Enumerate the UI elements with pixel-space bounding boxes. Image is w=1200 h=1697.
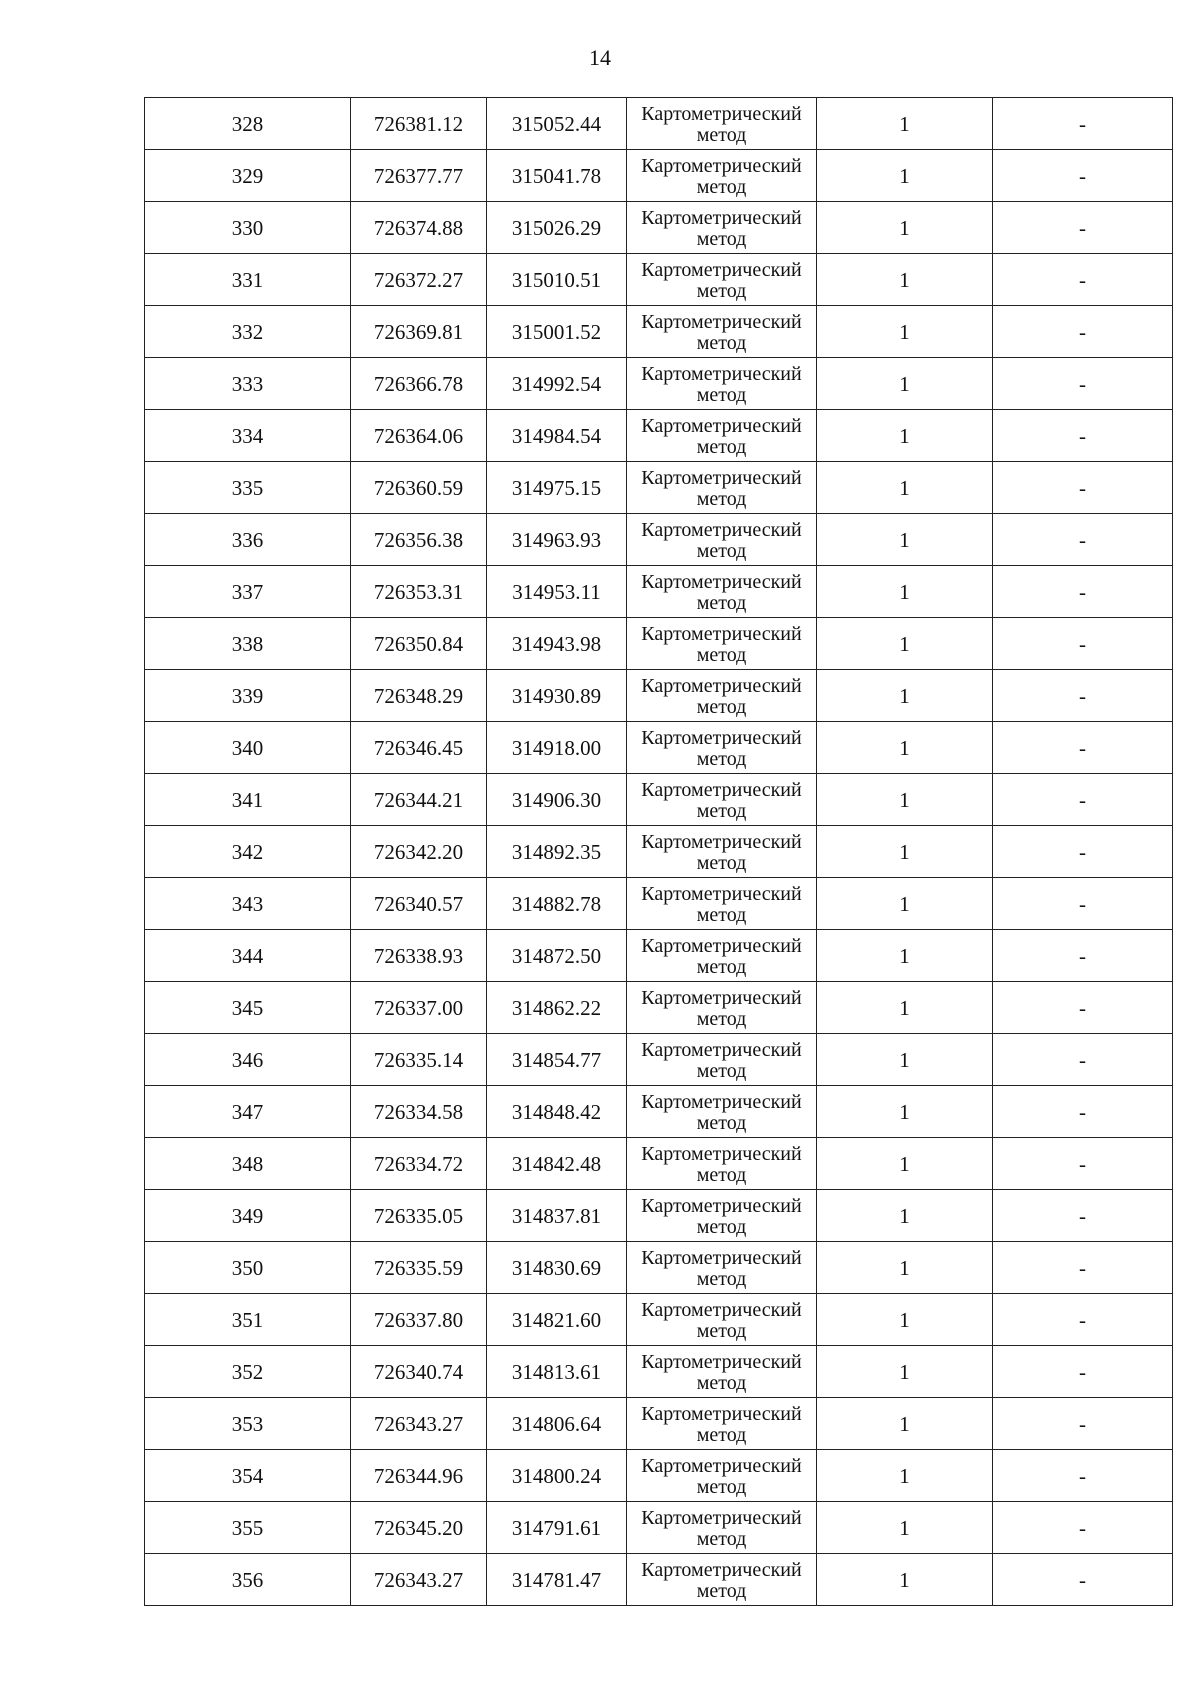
point-number-cell: 329	[145, 150, 351, 202]
y-coordinate-cell: 314892.35	[487, 826, 627, 878]
x-coordinate-cell: 726350.84	[351, 618, 487, 670]
y-coordinate-cell: 315041.78	[487, 150, 627, 202]
x-coordinate-cell: 726340.74	[351, 1346, 487, 1398]
y-coordinate-cell: 315052.44	[487, 98, 627, 150]
method-line-1: Картометрический	[641, 1506, 802, 1529]
method-line-1: Картометрический	[641, 154, 802, 177]
accuracy-cell: 1	[817, 1294, 993, 1346]
table-row	[145, 1034, 1173, 1086]
x-coordinate-cell: 726335.59	[351, 1242, 487, 1294]
table-row	[145, 1190, 1173, 1242]
y-coordinate-cell: 314848.42	[487, 1086, 627, 1138]
method-line-1: Картометрический	[641, 1558, 802, 1581]
method-line-2: метод	[696, 539, 747, 562]
note-cell: -	[993, 150, 1173, 202]
point-number-cell: 343	[145, 878, 351, 930]
y-coordinate-cell: 314930.89	[487, 670, 627, 722]
y-coordinate-cell: 314854.77	[487, 1034, 627, 1086]
method-line-1: Картометрический	[641, 466, 802, 489]
method-cell	[627, 1086, 817, 1138]
method-cell	[627, 722, 817, 774]
point-number-cell: 335	[145, 462, 351, 514]
method-line-2: метод	[696, 123, 747, 146]
accuracy-cell: 1	[817, 1086, 993, 1138]
method-line-2: метод	[696, 695, 747, 718]
y-coordinate-cell: 314906.30	[487, 774, 627, 826]
note-cell: -	[993, 722, 1173, 774]
method-cell	[627, 1502, 817, 1554]
method-cell	[627, 826, 817, 878]
point-number-cell: 346	[145, 1034, 351, 1086]
x-coordinate-cell: 726364.06	[351, 410, 487, 462]
point-number-cell: 351	[145, 1294, 351, 1346]
accuracy-cell: 1	[817, 670, 993, 722]
method-cell	[627, 1294, 817, 1346]
note-cell: -	[993, 1346, 1173, 1398]
accuracy-cell: 1	[817, 1346, 993, 1398]
point-number-cell: 347	[145, 1086, 351, 1138]
table-row	[145, 98, 1173, 150]
accuracy-cell: 1	[817, 1190, 993, 1242]
table-body	[145, 98, 1173, 1606]
y-coordinate-cell: 314791.61	[487, 1502, 627, 1554]
point-number-cell: 334	[145, 410, 351, 462]
method-cell	[627, 878, 817, 930]
note-cell: -	[993, 774, 1173, 826]
method-line-1: Картометрический	[641, 258, 802, 281]
point-number-cell: 337	[145, 566, 351, 618]
x-coordinate-cell: 726369.81	[351, 306, 487, 358]
table-row	[145, 410, 1173, 462]
accuracy-cell: 1	[817, 982, 993, 1034]
method-line-2: метод	[696, 903, 747, 926]
accuracy-cell: 1	[817, 514, 993, 566]
accuracy-cell: 1	[817, 566, 993, 618]
accuracy-cell: 1	[817, 254, 993, 306]
method-line-2: метод	[696, 383, 747, 406]
method-line-1: Картометрический	[641, 570, 802, 593]
method-line-1: Картометрический	[641, 1194, 802, 1217]
note-cell: -	[993, 410, 1173, 462]
method-cell	[627, 410, 817, 462]
method-line-1: Картометрический	[641, 1038, 802, 1061]
table-row	[145, 618, 1173, 670]
table-row	[145, 306, 1173, 358]
method-line-1: Картометрический	[641, 1350, 802, 1373]
note-cell: -	[993, 1242, 1173, 1294]
note-cell: -	[993, 1086, 1173, 1138]
x-coordinate-cell: 726356.38	[351, 514, 487, 566]
point-number-cell: 338	[145, 618, 351, 670]
y-coordinate-cell: 314806.64	[487, 1398, 627, 1450]
accuracy-cell: 1	[817, 1502, 993, 1554]
note-cell: -	[993, 566, 1173, 618]
y-coordinate-cell: 314918.00	[487, 722, 627, 774]
method-cell	[627, 982, 817, 1034]
table-row	[145, 150, 1173, 202]
method-line-2: метод	[696, 487, 747, 510]
table-row	[145, 358, 1173, 410]
point-number-cell: 344	[145, 930, 351, 982]
accuracy-cell: 1	[817, 1398, 993, 1450]
x-coordinate-cell: 726346.45	[351, 722, 487, 774]
method-cell	[627, 254, 817, 306]
method-cell	[627, 618, 817, 670]
method-cell	[627, 514, 817, 566]
table-row	[145, 982, 1173, 1034]
accuracy-cell: 1	[817, 150, 993, 202]
x-coordinate-cell: 726348.29	[351, 670, 487, 722]
x-coordinate-cell: 726343.27	[351, 1554, 487, 1606]
note-cell: -	[993, 202, 1173, 254]
method-line-2: метод	[696, 1423, 747, 1446]
note-cell: -	[993, 982, 1173, 1034]
method-line-1: Картометрический	[641, 778, 802, 801]
table-row	[145, 826, 1173, 878]
method-line-2: метод	[696, 1059, 747, 1082]
note-cell: -	[993, 1450, 1173, 1502]
x-coordinate-cell: 726360.59	[351, 462, 487, 514]
method-cell	[627, 150, 817, 202]
note-cell: -	[993, 1502, 1173, 1554]
note-cell: -	[993, 254, 1173, 306]
method-cell	[627, 774, 817, 826]
point-number-cell: 350	[145, 1242, 351, 1294]
point-number-cell: 330	[145, 202, 351, 254]
table-row	[145, 1138, 1173, 1190]
table-row	[145, 930, 1173, 982]
x-coordinate-cell: 726345.20	[351, 1502, 487, 1554]
method-cell	[627, 462, 817, 514]
method-line-2: метод	[696, 1215, 747, 1238]
y-coordinate-cell: 314953.11	[487, 566, 627, 618]
note-cell: -	[993, 618, 1173, 670]
point-number-cell: 341	[145, 774, 351, 826]
accuracy-cell: 1	[817, 1242, 993, 1294]
method-line-1: Картометрический	[641, 934, 802, 957]
accuracy-cell: 1	[817, 878, 993, 930]
table-row	[145, 1502, 1173, 1554]
method-line-2: метод	[696, 175, 747, 198]
method-line-2: метод	[696, 851, 747, 874]
method-line-2: метод	[696, 643, 747, 666]
method-line-2: метод	[696, 1007, 747, 1030]
method-line-2: метод	[696, 1371, 747, 1394]
method-line-1: Картометрический	[641, 310, 802, 333]
table-row	[145, 514, 1173, 566]
point-number-cell: 352	[145, 1346, 351, 1398]
table-row	[145, 670, 1173, 722]
method-line-2: метод	[696, 1163, 747, 1186]
method-line-1: Картометрический	[641, 518, 802, 541]
y-coordinate-cell: 314882.78	[487, 878, 627, 930]
method-line-2: метод	[696, 279, 747, 302]
table-row	[145, 202, 1173, 254]
x-coordinate-cell: 726353.31	[351, 566, 487, 618]
y-coordinate-cell: 314984.54	[487, 410, 627, 462]
note-cell: -	[993, 358, 1173, 410]
accuracy-cell: 1	[817, 1450, 993, 1502]
accuracy-cell: 1	[817, 930, 993, 982]
point-number-cell: 353	[145, 1398, 351, 1450]
note-cell: -	[993, 930, 1173, 982]
method-cell	[627, 1138, 817, 1190]
method-line-2: метод	[696, 227, 747, 250]
method-line-2: метод	[696, 435, 747, 458]
accuracy-cell: 1	[817, 1554, 993, 1606]
x-coordinate-cell: 726337.00	[351, 982, 487, 1034]
table-row	[145, 566, 1173, 618]
method-line-1: Картометрический	[641, 674, 802, 697]
method-line-1: Картометрический	[641, 1142, 802, 1165]
x-coordinate-cell: 726343.27	[351, 1398, 487, 1450]
y-coordinate-cell: 314943.98	[487, 618, 627, 670]
x-coordinate-cell: 726338.93	[351, 930, 487, 982]
method-line-2: метод	[696, 955, 747, 978]
point-number-cell: 336	[145, 514, 351, 566]
table-row	[145, 1554, 1173, 1606]
note-cell: -	[993, 1398, 1173, 1450]
point-number-cell: 349	[145, 1190, 351, 1242]
method-line-2: метод	[696, 1579, 747, 1602]
note-cell: -	[993, 878, 1173, 930]
note-cell: -	[993, 1554, 1173, 1606]
table-row	[145, 1450, 1173, 1502]
y-coordinate-cell: 314872.50	[487, 930, 627, 982]
y-coordinate-cell: 314862.22	[487, 982, 627, 1034]
point-number-cell: 333	[145, 358, 351, 410]
method-line-1: Картометрический	[641, 1246, 802, 1269]
note-cell: -	[993, 826, 1173, 878]
accuracy-cell: 1	[817, 722, 993, 774]
method-cell	[627, 1346, 817, 1398]
note-cell: -	[993, 1190, 1173, 1242]
method-line-1: Картометрический	[641, 414, 802, 437]
method-line-1: Картометрический	[641, 830, 802, 853]
method-line-1: Картометрический	[641, 726, 802, 749]
point-number-cell: 348	[145, 1138, 351, 1190]
method-line-2: метод	[696, 747, 747, 770]
accuracy-cell: 1	[817, 202, 993, 254]
method-line-1: Картометрический	[641, 1298, 802, 1321]
page-number: 14	[589, 45, 611, 70]
x-coordinate-cell: 726377.77	[351, 150, 487, 202]
method-cell	[627, 1450, 817, 1502]
table-row	[145, 1086, 1173, 1138]
note-cell: -	[993, 514, 1173, 566]
method-line-1: Картометрический	[641, 102, 802, 125]
x-coordinate-cell: 726335.05	[351, 1190, 487, 1242]
x-coordinate-cell: 726334.58	[351, 1086, 487, 1138]
method-line-1: Картометрический	[641, 362, 802, 385]
point-number-cell: 340	[145, 722, 351, 774]
y-coordinate-cell: 314813.61	[487, 1346, 627, 1398]
accuracy-cell: 1	[817, 462, 993, 514]
x-coordinate-cell: 726381.12	[351, 98, 487, 150]
y-coordinate-cell: 314821.60	[487, 1294, 627, 1346]
coordinates-table	[144, 97, 1173, 1606]
note-cell: -	[993, 98, 1173, 150]
method-line-2: метод	[696, 1267, 747, 1290]
method-cell	[627, 306, 817, 358]
table-row	[145, 1398, 1173, 1450]
method-line-2: метод	[696, 591, 747, 614]
accuracy-cell: 1	[817, 826, 993, 878]
method-cell	[627, 1242, 817, 1294]
point-number-cell: 328	[145, 98, 351, 150]
accuracy-cell: 1	[817, 358, 993, 410]
method-cell	[627, 358, 817, 410]
table-row	[145, 1346, 1173, 1398]
accuracy-cell: 1	[817, 410, 993, 462]
accuracy-cell: 1	[817, 98, 993, 150]
method-line-1: Картометрический	[641, 986, 802, 1009]
method-line-1: Картометрический	[641, 1454, 802, 1477]
point-number-cell: 354	[145, 1450, 351, 1502]
table-row	[145, 1242, 1173, 1294]
table-row	[145, 1294, 1173, 1346]
table-row	[145, 878, 1173, 930]
y-coordinate-cell: 314800.24	[487, 1450, 627, 1502]
point-number-cell: 332	[145, 306, 351, 358]
accuracy-cell: 1	[817, 1034, 993, 1086]
table-row	[145, 254, 1173, 306]
table-row	[145, 774, 1173, 826]
method-cell	[627, 1190, 817, 1242]
method-cell	[627, 566, 817, 618]
x-coordinate-cell: 726337.80	[351, 1294, 487, 1346]
note-cell: -	[993, 1034, 1173, 1086]
x-coordinate-cell: 726372.27	[351, 254, 487, 306]
y-coordinate-cell: 315010.51	[487, 254, 627, 306]
method-cell	[627, 1398, 817, 1450]
note-cell: -	[993, 1294, 1173, 1346]
y-coordinate-cell: 314963.93	[487, 514, 627, 566]
table-row	[145, 722, 1173, 774]
method-line-2: метод	[696, 799, 747, 822]
y-coordinate-cell: 314992.54	[487, 358, 627, 410]
point-number-cell: 342	[145, 826, 351, 878]
note-cell: -	[993, 306, 1173, 358]
x-coordinate-cell: 726374.88	[351, 202, 487, 254]
method-line-2: метод	[696, 1319, 747, 1342]
method-line-2: метод	[696, 1111, 747, 1134]
note-cell: -	[993, 1138, 1173, 1190]
point-number-cell: 339	[145, 670, 351, 722]
x-coordinate-cell: 726340.57	[351, 878, 487, 930]
y-coordinate-cell: 314842.48	[487, 1138, 627, 1190]
point-number-cell: 345	[145, 982, 351, 1034]
note-cell: -	[993, 670, 1173, 722]
y-coordinate-cell: 314830.69	[487, 1242, 627, 1294]
accuracy-cell: 1	[817, 1138, 993, 1190]
y-coordinate-cell: 315001.52	[487, 306, 627, 358]
method-cell	[627, 1034, 817, 1086]
point-number-cell: 331	[145, 254, 351, 306]
x-coordinate-cell: 726344.21	[351, 774, 487, 826]
method-line-2: метод	[696, 1527, 747, 1550]
method-line-1: Картометрический	[641, 1090, 802, 1113]
accuracy-cell: 1	[817, 774, 993, 826]
table-row	[145, 462, 1173, 514]
note-cell: -	[993, 462, 1173, 514]
y-coordinate-cell: 315026.29	[487, 202, 627, 254]
point-number-cell: 355	[145, 1502, 351, 1554]
method-cell	[627, 1554, 817, 1606]
x-coordinate-cell: 726344.96	[351, 1450, 487, 1502]
point-number-cell: 356	[145, 1554, 351, 1606]
x-coordinate-cell: 726335.14	[351, 1034, 487, 1086]
x-coordinate-cell: 726334.72	[351, 1138, 487, 1190]
method-line-2: метод	[696, 1475, 747, 1498]
y-coordinate-cell: 314837.81	[487, 1190, 627, 1242]
method-line-1: Картометрический	[641, 882, 802, 905]
accuracy-cell: 1	[817, 618, 993, 670]
y-coordinate-cell: 314975.15	[487, 462, 627, 514]
y-coordinate-cell: 314781.47	[487, 1554, 627, 1606]
method-line-2: метод	[696, 331, 747, 354]
x-coordinate-cell: 726366.78	[351, 358, 487, 410]
method-line-1: Картометрический	[641, 1402, 802, 1425]
method-line-1: Картометрический	[641, 622, 802, 645]
method-cell	[627, 670, 817, 722]
method-cell	[627, 202, 817, 254]
accuracy-cell: 1	[817, 306, 993, 358]
method-cell	[627, 98, 817, 150]
method-line-1: Картометрический	[641, 206, 802, 229]
method-cell	[627, 930, 817, 982]
x-coordinate-cell: 726342.20	[351, 826, 487, 878]
